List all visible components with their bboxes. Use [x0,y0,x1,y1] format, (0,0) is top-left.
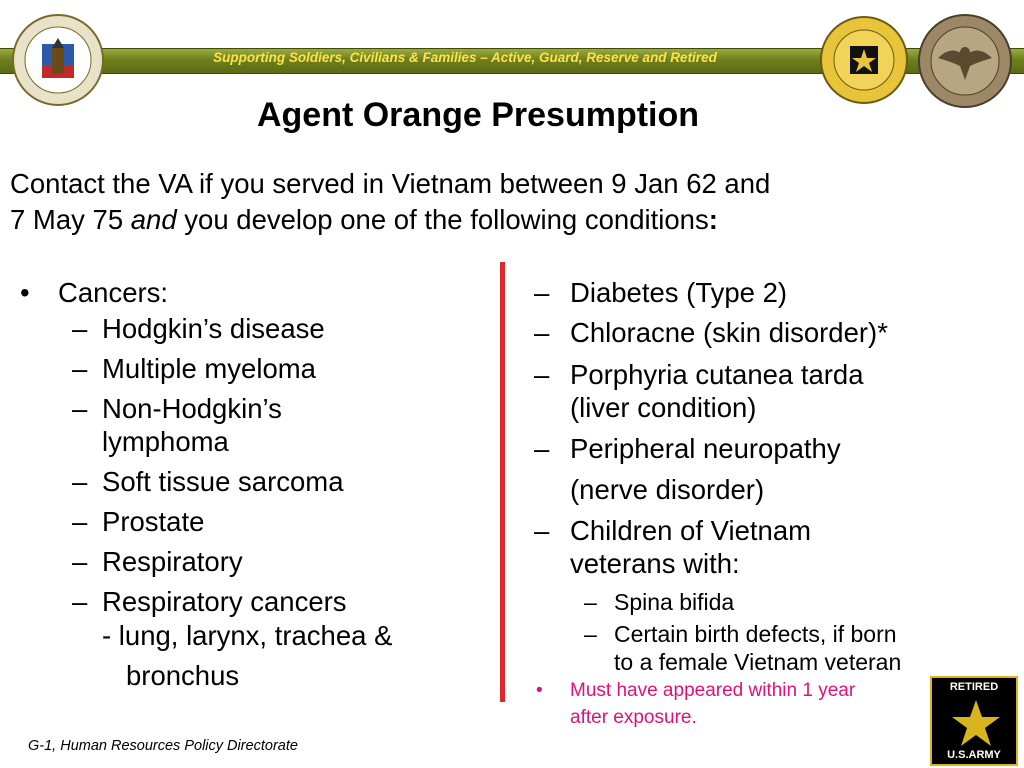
heading-text: Cancers: [58,277,169,308]
bullet-icon: • [20,277,30,308]
dash-icon: – [72,353,88,384]
dash-icon: – [534,433,550,464]
eagle-seal-logo [918,14,1012,108]
dash-icon: – [72,506,88,537]
badge-top-text: RETIRED [949,681,999,693]
list-item: – Non-Hodgkin’s [72,393,282,424]
list-item: – Diabetes (Type 2) [534,277,788,308]
note-item-continuation: after exposure. [570,707,697,728]
badge-bottom-text: U.S.ARMY [947,749,1001,761]
intro-line-2: 7 May 75 and you develop one of the following conditions: [10,204,718,235]
star-icon [951,698,1001,748]
column-divider [500,262,505,702]
dash-icon: – [72,466,88,497]
list-item-continuation: (nerve disorder) [570,474,765,505]
list-item-continuation: (liver condition) [570,392,757,423]
list-item-continuation: - lung, larynx, trachea & [102,620,393,651]
retired-army-badge [930,676,1018,766]
army-seal-logo [12,14,104,106]
list-item: – Soft tissue sarcoma [72,466,344,497]
dash-icon: – [534,277,550,308]
dash-icon: – [72,393,88,424]
dash-icon: – [584,589,597,615]
list-item: – Peripheral neuropathy [534,433,841,464]
sub-list-item: – Certain birth defects, if born [584,621,897,647]
dash-icon: – [534,515,550,546]
list-heading [20,276,500,312]
note-item: • Must have appeared within 1 year [534,678,984,705]
dash-icon: – [72,313,88,344]
list-item: – Prostate [72,506,205,537]
list-item: – Children of Vietnam [534,515,812,546]
banner-text: Supporting Soldiers, Civilians & Families – Active, Guard, Reserve and Retired [213,50,717,65]
sub-list-item-continuation: to a female Vietnam veteran [614,649,902,675]
dash-icon: – [534,317,550,348]
list-item: – Porphyria cutanea tarda [534,359,864,390]
list-item-continuation: bronchus [126,660,240,691]
cancers-list [20,276,500,699]
list-item-continuation: veterans with: [570,548,740,579]
bullet-icon: • [536,680,543,701]
intro-paragraph [10,166,770,238]
dash-icon: – [584,621,597,647]
dash-icon: – [72,546,88,577]
list-item: – Respiratory cancers [72,586,347,617]
list-item: – Hodgkin’s disease [72,313,325,344]
list-item: – Respiratory [72,546,243,577]
page-title: Agent Orange Presumption [256,96,700,134]
list-item: – Chloracne (skin disorder)* [534,317,888,348]
intro-line-1: Contact the VA if you served in Vietnam between 9 Jan 62 and [10,168,771,199]
sub-list-item: – Spina bifida [584,589,735,615]
dash-icon: – [534,359,550,390]
list-item: – Multiple myeloma [72,353,316,384]
list-item-continuation: lymphoma [102,426,229,457]
conditions-list [534,276,984,732]
dcs-g1-seal-logo [820,16,908,104]
dash-icon: – [72,586,88,617]
footer-text: G-1, Human Resources Policy Directorate [28,738,298,754]
